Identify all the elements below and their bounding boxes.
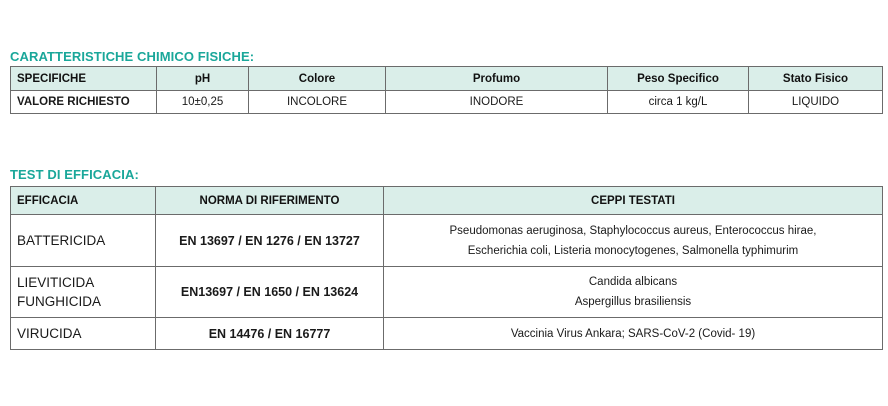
header-stato-fisico: Stato Fisico <box>749 67 883 91</box>
header-specifiche: SPECIFICHE <box>11 67 157 91</box>
ceppi-line: Aspergillus brasiliensis <box>574 296 692 308</box>
ceppi-line: Escherichia coli, Listeria monocytogenes, Salmonella typhimurim <box>467 244 799 257</box>
cell-norma: EN 14476 / EN 16777 <box>156 318 384 350</box>
efficacia-line: LIEVITICIDA <box>17 275 95 290</box>
header-ph: pH <box>157 67 249 91</box>
cell-peso-value: circa 1 kg/L <box>608 91 749 114</box>
chemical-physical-table <box>10 66 883 114</box>
cell-norma: EN13697 / EN 1650 / EN 13624 <box>156 267 384 318</box>
efficacia-line: BATTERICIDA <box>17 233 106 248</box>
cell-stato-value: LIQUIDO <box>749 91 883 114</box>
table-header-row <box>11 67 883 91</box>
cell-norma: EN 13697 / EN 1276 / EN 13727 <box>156 215 384 267</box>
cell-efficacia <box>11 267 156 318</box>
table-row <box>11 267 883 318</box>
cell-profumo-value: INODORE <box>386 91 608 114</box>
header-profumo: Profumo <box>386 67 608 91</box>
cell-ceppi <box>384 267 883 318</box>
efficacy-table <box>10 186 883 350</box>
ceppi-line: Vaccinia Virus Ankara; SARS-CoV-2 (Covid- 19) <box>510 327 756 340</box>
header-peso-specifico: Peso Specifico <box>608 67 749 91</box>
table-row <box>11 215 883 267</box>
table-row <box>11 318 883 350</box>
header-efficacia: EFFICACIA <box>11 187 156 215</box>
header-ceppi: CEPPI TESTATI <box>384 187 883 215</box>
cell-ph-value: 10±0,25 <box>157 91 249 114</box>
cell-ceppi <box>384 215 883 267</box>
section-title-efficacy-test: TEST DI EFFICACIA: <box>10 167 139 182</box>
ceppi-line: Candida albicans <box>588 276 678 288</box>
header-norma: NORMA DI RIFERIMENTO <box>156 187 384 215</box>
efficacia-line: FUNGHICIDA <box>17 294 101 309</box>
cell-efficacia <box>11 215 156 267</box>
section-title-chemical-physical: CARATTERISTICHE CHIMICO FISICHE: <box>10 49 255 64</box>
table-row <box>11 91 883 114</box>
cell-ceppi <box>384 318 883 350</box>
table-header-row <box>11 187 883 215</box>
header-colore: Colore <box>249 67 386 91</box>
cell-efficacia <box>11 318 156 350</box>
ceppi-line: Pseudomonas aeruginosa, Staphylococcus aureus, Enterococcus hirae, <box>449 224 817 237</box>
cell-colore-value: INCOLORE <box>249 91 386 114</box>
efficacia-line: VIRUCIDA <box>17 326 82 341</box>
cell-valore-richiesto: VALORE RICHIESTO <box>11 91 157 114</box>
